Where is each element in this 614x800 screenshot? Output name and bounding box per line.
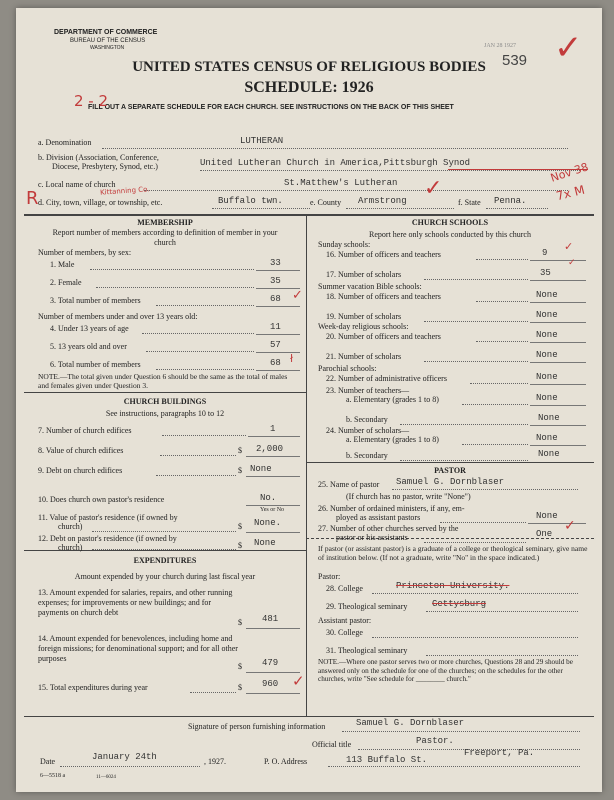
- handwritten-mark-4: Nov 38: [548, 160, 591, 185]
- division-label-1: b. Division (Association, Conference,: [38, 153, 159, 162]
- county-value: Armstrong: [358, 196, 407, 206]
- q23a-value: None: [536, 393, 558, 403]
- q26-label-2: ployed as assistant pastors: [336, 513, 421, 522]
- q2-value: 35: [270, 276, 281, 286]
- q12-label-2: church): [58, 543, 83, 552]
- q11-label-1: 11. Value of pastor's residence (if owned by: [38, 513, 178, 522]
- q29-label: 29. Theological seminary: [326, 602, 408, 611]
- expenditures-intro: Amount expended by your church during last fiscal year: [74, 572, 256, 581]
- assistant-pastor-subheading: Assistant pastor:: [318, 616, 372, 625]
- q28-value: Princeton University.: [396, 581, 510, 591]
- q26-value: None: [536, 511, 558, 521]
- handwritten-mark-r: R: [26, 188, 39, 209]
- q7-label: 7. Number of church edifices: [38, 426, 132, 435]
- bureau-label: BUREAU OF THE CENSUS: [70, 38, 146, 44]
- q27-label-1: 27. Number of other churches served by the: [318, 524, 459, 533]
- q18-value: None: [536, 290, 558, 300]
- q10-label: 10. Does church own pastor's residence: [38, 495, 165, 504]
- check-mark-q17: ✓: [568, 258, 576, 268]
- q27-label-2: pastor or his assistants: [336, 533, 408, 542]
- q6-value: 68: [270, 358, 281, 368]
- tick-mark-q6: ł: [290, 352, 294, 365]
- date-value: January 24th: [92, 752, 157, 762]
- q24-label: 24. Number of scholars—: [326, 426, 410, 435]
- parochial-schools-label: Parochial schools:: [318, 364, 377, 373]
- q23b-label: b. Secondary: [346, 415, 388, 424]
- membership-heading: MEMBERSHIP: [137, 218, 193, 227]
- q21-label: 21. Number of scholars: [326, 352, 402, 361]
- q20-label: 20. Number of officers and teachers: [326, 332, 441, 341]
- q1-value: 33: [270, 258, 281, 268]
- handwritten-mark-kittanning: Kittanning Co.: [99, 185, 150, 197]
- q16-value: 9: [542, 248, 548, 258]
- q3-value: 68: [270, 294, 281, 304]
- q3-label: 3. Total number of members: [50, 296, 141, 305]
- q9-value: None: [250, 464, 272, 474]
- q11-value: None.: [254, 518, 282, 528]
- received-stamp: JAN 28 1927: [484, 43, 517, 49]
- form-instruction: FILL OUT A SEPARATE SCHEDULE FOR EACH CHURCH. SEE INSTRUCTIONS ON THE BACK OF THIS SHEET: [88, 104, 454, 111]
- q26-label-1: 26. Number of ordained ministers, if any, em-: [318, 504, 465, 513]
- yes-no-hint: Yes or No: [260, 507, 285, 513]
- q23-label: 23. Number of teachers—: [326, 386, 410, 395]
- denomination-value: LUTHERAN: [240, 136, 284, 146]
- city-town-value: Buffalo twn.: [218, 196, 283, 206]
- q22-label: 22. Number of administrative officers: [326, 374, 447, 383]
- q24a-label: a. Elementary (grades 1 to 8): [346, 435, 439, 444]
- q11-label-2: church): [58, 522, 83, 531]
- check-mark-q3: ✓: [292, 288, 303, 303]
- sunday-schools-label: Sunday schools:: [318, 240, 371, 249]
- q15-label: 15. Total expenditures during year: [38, 683, 148, 692]
- division-label-2: Diocese, Presbytery, Synod, etc.): [52, 162, 158, 171]
- state-label: f. State: [458, 198, 481, 207]
- q6-label: 6. Total number of members: [50, 360, 141, 369]
- q24a-value: None: [536, 433, 558, 443]
- weekday-schools-label: Week-day religious schools:: [318, 322, 409, 331]
- schools-heading: CHURCH SCHOOLS: [411, 218, 489, 227]
- pastor-heading: PASTOR: [434, 466, 466, 475]
- q5-value: 57: [270, 340, 281, 350]
- q22-value: None: [536, 372, 558, 382]
- membership-note: NOTE.—The total given under Question 6 should be the same as the total of males and females given under Question 3.: [38, 372, 288, 390]
- handwritten-mark-1: 2 - 2: [74, 92, 109, 110]
- dept-label: DEPARTMENT OF COMMERCE: [54, 29, 158, 36]
- po-address-street: 113 Buffalo St.: [346, 755, 428, 765]
- signature-label: Signature of person furnishing information: [188, 722, 326, 731]
- q23a-label: a. Elementary (grades 1 to 8): [346, 395, 439, 404]
- q29-value: Gettysburg: [432, 599, 487, 609]
- q19-value: None: [536, 310, 558, 320]
- q25-note: (If church has no pastor, write "None"): [346, 492, 471, 501]
- local-name-value: St.Matthew's Lutheran: [284, 178, 398, 188]
- date-label: Date: [40, 757, 56, 766]
- schools-intro: Report here only schools conducted by this church: [369, 230, 531, 239]
- buildings-heading: CHURCH BUILDINGS: [123, 397, 207, 406]
- census-schedule-sheet: DEPARTMENT OF COMMERCE BUREAU OF THE CENSUS WASHINGTON JAN 28 1927 539 ✓ UNITED STATES CENSUS OF RELIGIOUS BODIES SCHEDULE: 1926 FILL OUT A SEPARATE SCHEDULE FOR EACH CHURCH. SEE INSTRUCTIONS ON THE BACK OF THIS SHEET 2 - 2 a. Denomination LUTHERAN b. Division (Association, Conference, Diocese, Presbytery, Synod, etc.) United Lutheran Church in America,Pittsburgh Synod c. Local name of church St.Matthew's Lutheran Nov 38 R Kittanning Co. d. City, town, village, or township, etc. Buffalo twn. e. County Armstrong ✓ f. State Penna. 7x M MEMBERSHIP Report number of members according to definition of member in your church Number of members, by sex: 1. Male 33 2. Female 35 3. Total number of members 68 ✓ Number of members under and over 13 years old: 4. Under 13 years of age 11 5. 13 years old and over 57 6. Total number of members 68 ł NOTE.—The total given under Question 6 should be the same as the total of males and females given under Question 3. CHURCH BUILDINGS See instructions, paragraphs 10 to 12 7. Number of church edifices 1 8. Value of church edifices $ 2,000 9. Debt on church edifices $ None 10. Does church own pastor's residence No. Yes or No 11. Value of pastor's residence (if owned by church) $ None. 12. Debt on pastor's residence (if owned by church) $ None EXPENDITURES Amount expended by your church during last fiscal year 13. Amount expended for salaries, repairs, and other running expenses; for improvements or new buildings; and for payments on church debt $ 481 14. Amount expended for benevolences, including home and foreign missions; for denominational support; and for all other purposes $ 479 15. Total expenditures during year $ 960 ✓ CHURCH SCHOOLS Report here only schools conducted by this church Sunday schools: 16. Number of officers and teachers 9 ✓ 17. Number of scholars 35 ✓ Summer vacation Bible schools: 18. Number of officers and teachers None 19. Number of scholars None Week-day religious schools: 20. Number of officers and teachers None 21. Number of scholars None Parochial schools: 22. Number of administrative officers None 23. Number of teachers— a. Elementary (grades 1 to 8) None b. Secondary None 24. Number of scholars— a. Elementary (grades 1 to 8) None b. Secondary None PASTOR 25. Name of pastor Samuel G. Dornblaser (If church has no pastor, write "None") 26. Number of ordained ministers, if any, em- ployed as assistant pastors None 27. Number of other churches served by the pastor or his assistants One ✓ If pastor (or assistant pastor) is a graduate of a college or theological seminary, give name of institution below. (If not a graduate, write "No" in the space indicated.) Pastor: 28. College Princeton University. 29. Theological seminary Gettysburg Assistant pastor: 30. College 31. Theological seminary NOTE.—Where one pastor serves two or more churches, Questions 28 and 29 should be answered only on the schedule for one of the churches; on the schedules for the other churches, write "See schedule for ________ church." Signature of person furnishing information Samuel G. Dornblaser Official title Pastor. Date January 24th , 1927. P. O. Address 113 Buffalo St. Freeport, Pa. 6—5518 a 11—6024: [16, 8, 602, 792]
- buildings-intro: See instructions, paragraphs 10 to 12: [105, 409, 225, 418]
- q30-label: 30. College: [326, 628, 363, 637]
- form-number: 6—5518 a: [40, 773, 66, 779]
- q14-value: 479: [262, 658, 279, 668]
- q7-value: 1: [270, 424, 276, 434]
- q24b-label: b. Secondary: [346, 451, 388, 460]
- check-mark-q27: ✓: [564, 518, 576, 534]
- q17-value: 35: [540, 268, 551, 278]
- q13-label: 13. Amount expended for salaries, repairs, and other running expenses; for improvements or new buildings; and for payments on church debt: [38, 588, 233, 617]
- q18-label: 18. Number of officers and teachers: [326, 292, 441, 301]
- q28-label: 28. College: [326, 584, 363, 593]
- q25-value: Samuel G. Dornblaser: [396, 477, 505, 487]
- q12-label-1: 12. Debt on pastor's residence (if owned by: [38, 534, 177, 543]
- local-name-label: c. Local name of church: [38, 180, 116, 189]
- handwritten-mark-5: 7x M: [554, 182, 587, 204]
- q25-label: 25. Name of pastor: [318, 480, 380, 489]
- city-town-label: d. City, town, village, or township, etc.: [38, 198, 163, 207]
- pastor-note: NOTE.—Where one pastor serves two or more churches, Questions 28 and 29 should be answered only on the schedule for one of the churches; on the schedules for the other churches, write "See schedule for ________ church.": [318, 658, 573, 683]
- q24b-value: None: [538, 449, 560, 459]
- check-mark-county: ✓: [424, 176, 443, 201]
- graduate-note: If pastor (or assistant pastor) is a graduate of a college or theological seminary, give name of institution below. (If not a graduate, write "No" in the space indicated.): [318, 544, 588, 562]
- q21-value: None: [536, 350, 558, 360]
- city-label: WASHINGTON: [90, 45, 125, 51]
- pastor-subheading: Pastor:: [318, 572, 341, 581]
- q4-label: 4. Under 13 years of age: [50, 324, 129, 333]
- members-by-sex-label: Number of members, by sex:: [38, 248, 132, 257]
- q15-value: 960: [262, 679, 279, 689]
- q23b-value: None: [538, 413, 560, 423]
- q10-value: No.: [260, 493, 277, 503]
- check-mark-top: ✓: [554, 28, 583, 68]
- expenditures-heading: EXPENDITURES: [133, 556, 197, 565]
- membership-intro: Report number of members according to definition of member in your church: [52, 228, 278, 247]
- q4-value: 11: [270, 322, 281, 332]
- division-value: United Lutheran Church in America,Pittsburgh Synod: [200, 158, 471, 168]
- q14-label: 14. Amount expended for benevolences, including home and foreign missions; for denominational support; and for all other purposes: [38, 634, 238, 663]
- print-number: 11—6024: [96, 775, 116, 780]
- q19-label: 19. Number of scholars: [326, 312, 402, 321]
- form-title: UNITED STATES CENSUS OF RELIGIOUS BODIES: [132, 59, 486, 75]
- q9-label: 9. Debt on church edifices: [38, 466, 123, 475]
- q8-label: 8. Value of church edifices: [38, 446, 124, 455]
- signature-value: Samuel G. Dornblaser: [356, 718, 465, 728]
- summer-schools-label: Summer vacation Bible schools:: [318, 282, 422, 291]
- official-title-label: Official title: [312, 740, 352, 749]
- po-address-city: Freeport, Pa.: [464, 748, 535, 758]
- denomination-label: a. Denomination: [38, 138, 92, 147]
- q13-value: 481: [262, 614, 279, 624]
- q20-value: None: [536, 330, 558, 340]
- po-address-label: P. O. Address: [264, 757, 308, 766]
- schedule-number: 539: [502, 52, 528, 69]
- state-value: Penna.: [494, 196, 527, 206]
- q31-label: 31. Theological seminary: [326, 646, 408, 655]
- official-title-value: Pastor.: [416, 736, 454, 746]
- q17-label: 17. Number of scholars: [326, 270, 402, 279]
- q12-value: None: [254, 538, 276, 548]
- q2-label: 2. Female: [50, 278, 82, 287]
- q5-label: 5. 13 years old and over: [50, 342, 127, 351]
- q1-label: 1. Male: [50, 260, 75, 269]
- q16-label: 16. Number of officers and teachers: [326, 250, 441, 259]
- q8-value: 2,000: [256, 444, 284, 454]
- age-intro-label: Number of members under and over 13 years old:: [38, 312, 198, 321]
- form-schedule: SCHEDULE: 1926: [244, 79, 374, 96]
- year-label: , 1927.: [204, 757, 226, 766]
- county-label: e. County: [310, 198, 342, 207]
- check-mark-q16: ✓: [564, 240, 574, 253]
- q27-value: One: [536, 529, 553, 539]
- check-mark-q15: ✓: [292, 672, 305, 690]
